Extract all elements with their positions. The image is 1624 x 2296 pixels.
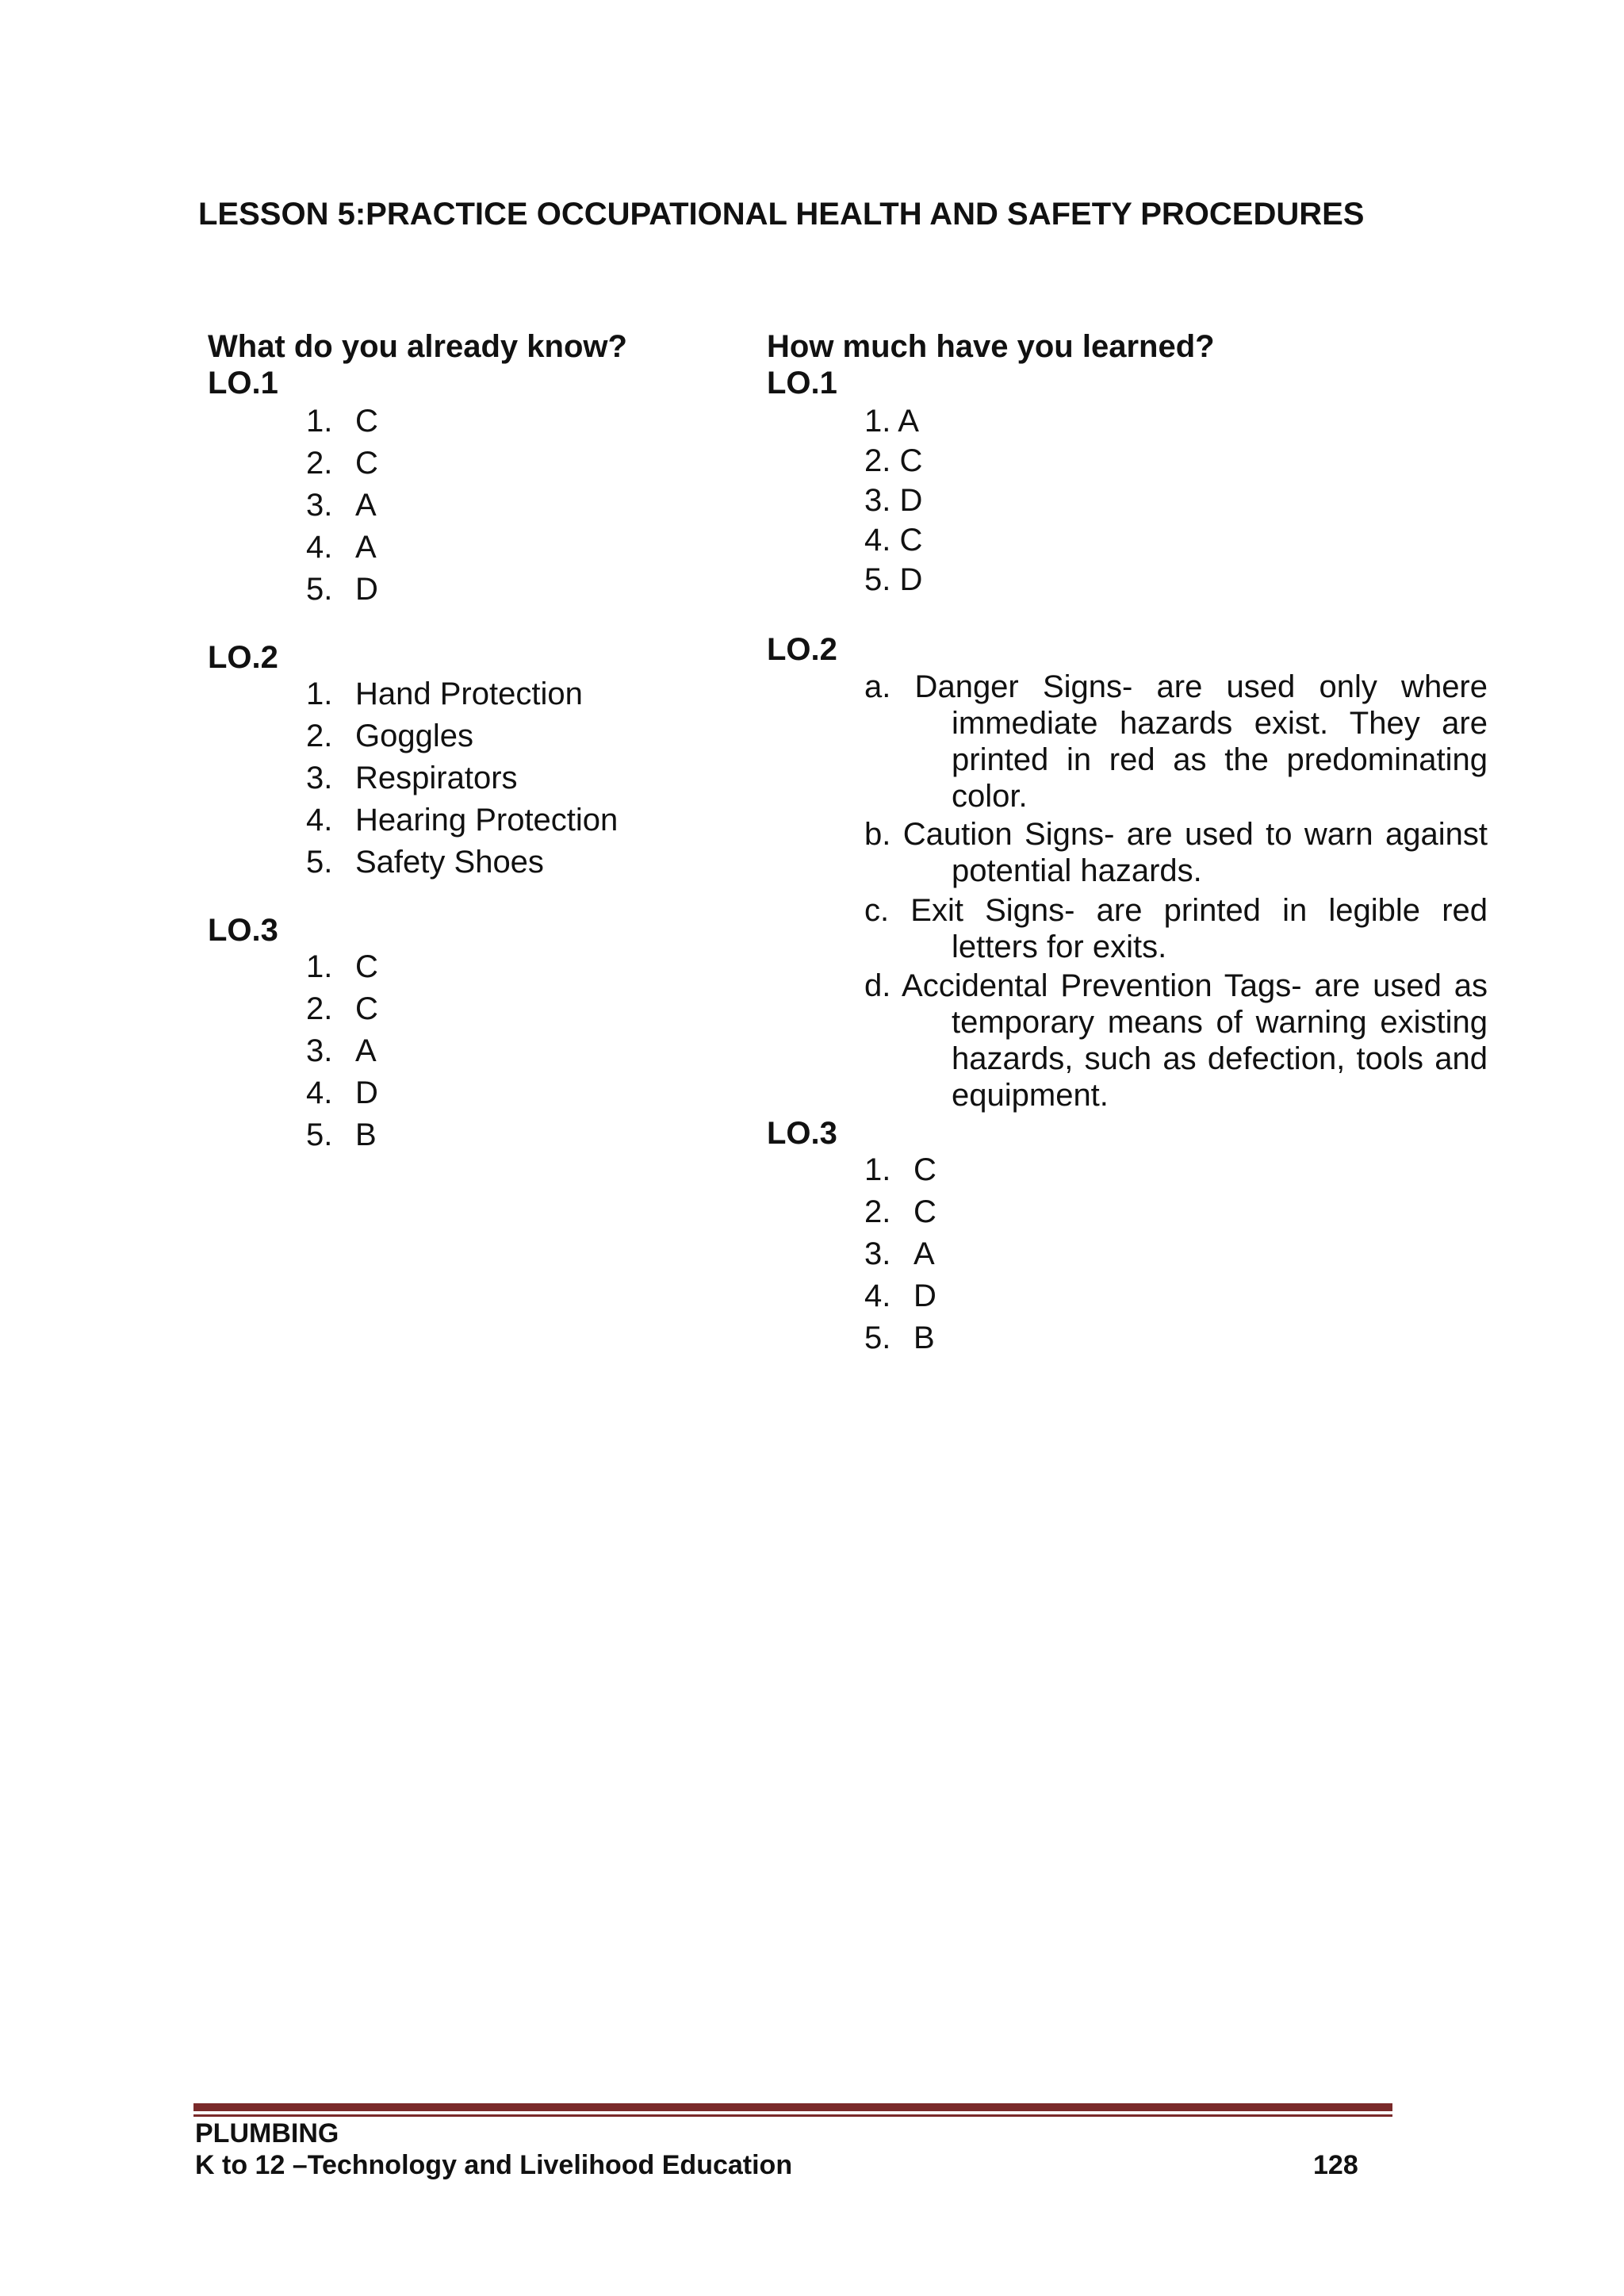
list-item: 4. D (306, 1075, 378, 1110)
list-item: 1. C (864, 1152, 936, 1187)
list-item: 5. B (306, 1117, 377, 1152)
sign-definition-caution: b. Caution Signs- are used to warn against potential hazards. (864, 817, 1488, 888)
list-item: 1. C (306, 949, 378, 984)
list-item: 2. C (864, 1194, 936, 1229)
right-lo3-label: LO.3 (767, 1116, 837, 1151)
right-lo1-label: LO.1 (767, 366, 837, 401)
list-item: 4. Hearing Protection (306, 803, 619, 838)
footer-course: K to 12 –Technology and Livelihood Education (195, 2150, 793, 2180)
left-lo2-label: LO.2 (208, 640, 278, 675)
sign-definition-tags: d. Accidental Prevention Tags- are used as temporary means of warning existing hazards, such as defection, tools and equipment. (864, 968, 1488, 1113)
footer-rule-thin (193, 2114, 1392, 2117)
list-item: 1. A (864, 404, 919, 439)
lesson-title: LESSON 5:PRACTICE OCCUPATIONAL HEALTH AND SAFETY PROCEDURES (198, 197, 1365, 232)
footer-rule (193, 2103, 1392, 2111)
sign-definition-exit: c. Exit Signs- are printed in legible red letters for exits. (864, 893, 1488, 964)
left-heading: What do you already know? (208, 329, 627, 364)
list-item: 4. A (306, 530, 377, 565)
list-item: 5. D (306, 572, 378, 607)
page-number: 128 (1313, 2150, 1358, 2180)
left-lo1-label: LO.1 (208, 366, 278, 401)
right-lo2-label: LO.2 (767, 632, 837, 667)
list-item: 5. Safety Shoes (306, 845, 544, 880)
list-item: 3. D (864, 483, 923, 518)
list-item: 3. Respirators (306, 761, 518, 795)
list-item: 1. Hand Protection (306, 677, 583, 711)
left-lo3-label: LO.3 (208, 913, 278, 948)
list-item: 1. C (306, 404, 378, 439)
list-item: 2. C (306, 991, 378, 1026)
list-item: 2. C (864, 443, 923, 478)
list-item: 3. A (306, 488, 377, 523)
list-item: 4. C (864, 523, 923, 558)
list-item: 2. Goggles (306, 719, 473, 753)
list-item: 3. A (864, 1236, 935, 1271)
footer-subject: PLUMBING (195, 2118, 339, 2148)
right-heading: How much have you learned? (767, 329, 1215, 364)
sign-definition-danger: a. Danger Signs- are used only where immediate hazards exist. They are printed in red as the predominating color. (864, 669, 1488, 814)
list-item: 2. C (306, 446, 378, 481)
list-item: 4. D (864, 1278, 936, 1313)
list-item: 5. B (864, 1320, 935, 1355)
list-item: 3. A (306, 1033, 377, 1068)
list-item: 5. D (864, 562, 923, 597)
